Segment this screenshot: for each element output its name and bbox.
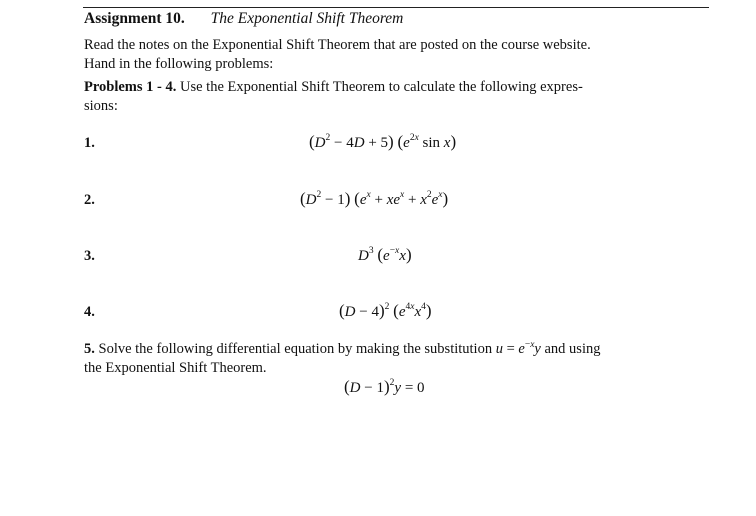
problem-5-paragraph xyxy=(84,340,710,377)
problem-5-line-1: 5. Solve the following differential equation by making the substitution $u = e^{-x}y$ and using xyxy=(84,340,601,357)
assignment-label: Assignment 10. xyxy=(84,10,185,27)
problem-3-number: 3. xyxy=(84,248,95,264)
problem-4-number: 4. xyxy=(84,304,95,320)
intro-line-1: Read the notes on the Exponential Shift Theorem that are posted on the course website. xyxy=(84,37,591,53)
problem-5-line-2: the Exponential Shift Theorem. xyxy=(84,359,267,376)
problems-intro-line-2: sions: xyxy=(84,97,118,114)
problem-1-number: 1. xyxy=(84,135,95,151)
problems-intro-paragraph xyxy=(84,78,710,115)
problem-5-number: 5. xyxy=(84,341,95,357)
problem-5-equation: $(D - 1)^2y = 0$ xyxy=(344,377,425,396)
problems-intro-line-1 xyxy=(84,78,710,97)
assignment-header xyxy=(84,10,403,28)
top-rule xyxy=(83,7,709,8)
problem-3-expression: $D^3$ $(e^{-x}x)$ xyxy=(358,245,412,264)
problems-intro-label: Problems 1 - 4. xyxy=(84,79,177,95)
problem-4-expression: $(D - 4)^2$ $(e^{4x}x^4)$ xyxy=(339,301,432,320)
problem-2-expression: $(D^2 - 1) (e^x + xe^x + x^2e^x)$ xyxy=(300,189,449,208)
problem-1-expression: $(D^2 - 4D + 5)$ ($e^{2x}$ sin x) xyxy=(309,132,457,151)
assignment-subtitle: The Exponential Shift Theorem xyxy=(210,10,404,27)
intro-paragraph xyxy=(84,36,710,73)
problems-intro-text-1: Use the Exponential Shift Theorem to calculate the following expres- xyxy=(180,79,583,95)
problem-2-number: 2. xyxy=(84,192,95,208)
intro-line-2: Hand in the following problems: xyxy=(84,55,274,72)
